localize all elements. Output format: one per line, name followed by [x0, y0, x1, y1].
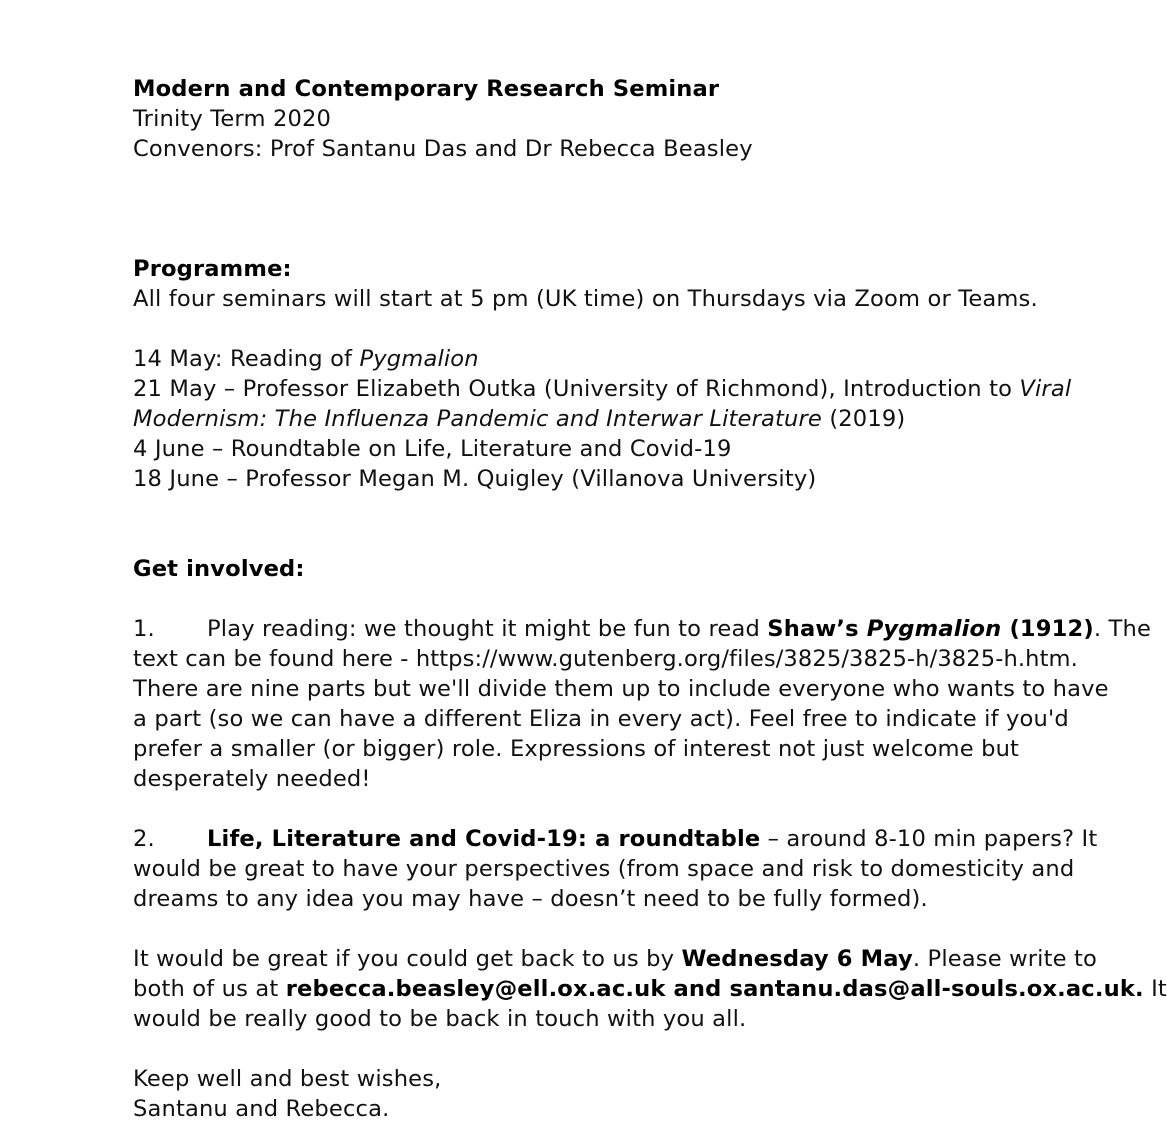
closing-text: both of us at	[133, 976, 286, 1002]
involvement-item-1	[133, 614, 1152, 794]
item-bold: (1912)	[1001, 616, 1094, 642]
item-2-line-3: dreams to any idea you may have – doesn’t need to be fully formed).	[133, 886, 928, 912]
event-text: 21 May – Professor Elizabeth Outka (University of Richmond), Introduction to	[133, 376, 1020, 402]
spacer	[133, 494, 1093, 554]
signoff-line-2: Santanu and Rebecca.	[133, 1096, 390, 1122]
contact-emails: rebecca.beasley@ell.ox.ac.uk and santanu.das@all-souls.ox.ac.uk.	[285, 976, 1144, 1002]
event-text: (2019)	[821, 406, 906, 432]
item-bold: Life, Literature and Covid-19: a roundtable	[207, 826, 761, 852]
item-text: Play reading: we thought it might be fun to read	[207, 616, 768, 642]
closing-line-3: would be really good to be back in touch with you all.	[133, 1006, 747, 1032]
programme-heading: Programme:	[133, 256, 292, 282]
item-text: – around 8-10 min papers? It	[760, 826, 1098, 852]
involvement-item-2	[133, 824, 1098, 914]
convenors-line: Convenors: Prof Santanu Das and Dr Rebecca Beasley	[133, 136, 753, 162]
seminar-title: Modern and Contemporary Research Seminar	[133, 76, 720, 102]
event-text: 14 May: Reading of	[133, 346, 360, 372]
get-involved-heading: Get involved:	[133, 556, 305, 582]
item-2-line-1	[133, 824, 1098, 854]
item-2-line-2: would be great to have your perspectives (from space and risk to domesticity and	[133, 856, 1075, 882]
closing-text: . Please write to	[912, 946, 1097, 972]
item-number: 1.	[133, 616, 155, 642]
item-1-line-2: text can be found here - https://www.gutenberg.org/files/3825/3825-h/3825-h.htm.	[133, 646, 1078, 672]
item-1-line-4: a part (so we can have a different Eliza in every act). Feel free to indicate if you'd	[133, 706, 1069, 732]
event-4-june: 4 June – Roundtable on Life, Literature and Covid-19	[133, 436, 732, 462]
item-bold: Shaw’s	[767, 616, 867, 642]
closing-text: It would be great if you could get back to us by	[133, 946, 682, 972]
closing-text: It	[1143, 976, 1167, 1002]
item-number: 2.	[133, 826, 155, 852]
closing-line-1	[133, 944, 1097, 974]
event-title: Modernism: The Influenza Pandemic and Interwar Literature	[133, 406, 822, 432]
deadline-date: Wednesday 6 May	[681, 946, 913, 972]
item-bold-italic: Pygmalion	[866, 616, 1002, 642]
signoff-line-1: Keep well and best wishes,	[133, 1066, 442, 1092]
spacer	[133, 1034, 1093, 1064]
closing-line-2	[133, 974, 1167, 1004]
event-14-may	[133, 344, 1093, 374]
spacer	[133, 794, 1093, 824]
item-text: . The	[1093, 616, 1152, 642]
spacer	[133, 164, 1093, 254]
item-1-line-3: There are nine parts but we'll divide them up to include everyone who wants to have	[133, 676, 1109, 702]
item-1-line-5: prefer a smaller (or bigger) role. Expressions of interest not just welcome but	[133, 736, 1020, 762]
document-body	[133, 74, 1167, 1124]
event-21-may	[133, 374, 1093, 404]
spacer	[133, 314, 1093, 344]
term-line: Trinity Term 2020	[133, 106, 332, 132]
event-title: Viral	[1019, 376, 1072, 402]
event-21-may-cont	[133, 404, 1093, 434]
item-1-line-1	[133, 614, 1152, 644]
spacer	[133, 914, 1093, 944]
event-title: Pygmalion	[359, 346, 479, 372]
programme-intro: All four seminars will start at 5 pm (UK time) on Thursdays via Zoom or Teams.	[133, 286, 1038, 312]
spacer	[133, 584, 1093, 614]
item-1-line-6: desperately needed!	[133, 766, 371, 792]
event-18-june: 18 June – Professor Megan M. Quigley (Villanova University)	[133, 466, 817, 492]
